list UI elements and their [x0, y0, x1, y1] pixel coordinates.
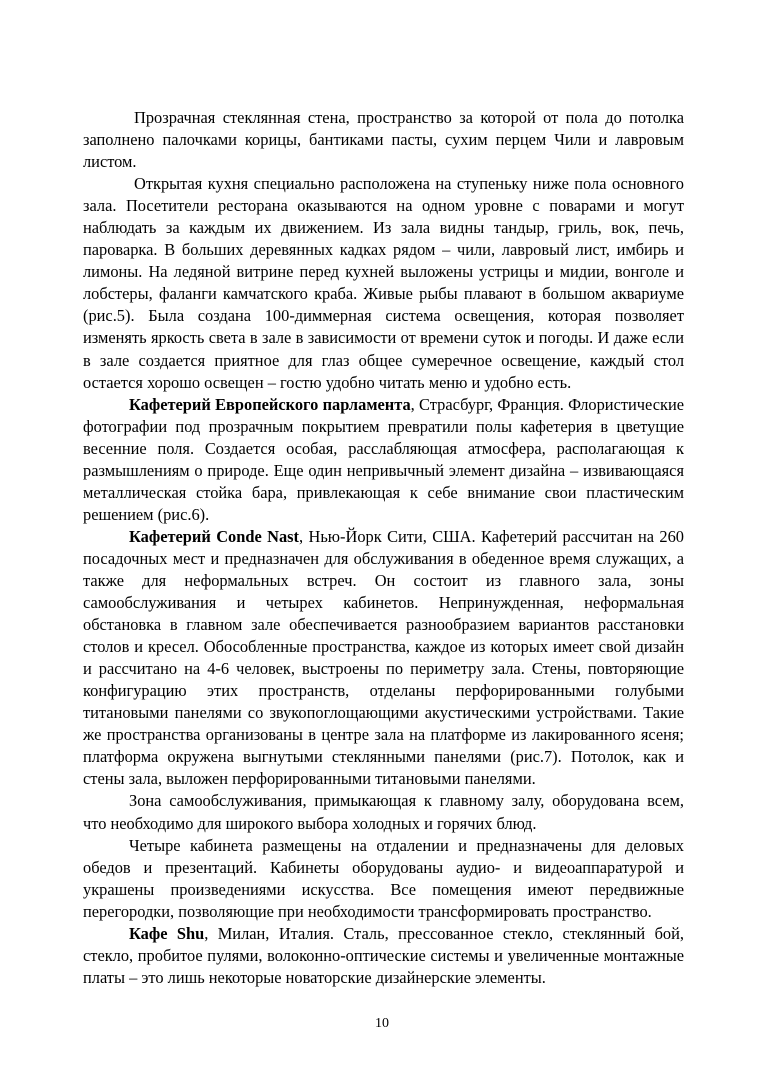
paragraph-text: , Страсбург, Франция. Флористические фотографии под прозрачным покрытием превратили полы кафетерия в цветущие весенние поля. Создается особая, расслабляющая атмосфера, располагающая к размышлениям о природе. Еще один непривычный элемент дизайна – извивающаяся металлическая стойка бара, привлекающая к себе внимание свои пластическим решением (рис.6). [83, 394, 684, 524]
paragraph-heading-bold: Кафетерий Conde Nast [129, 526, 299, 546]
paragraph-text: Открытая кухня специально расположена на ступеньку ниже пола основного зала. Посетители ресторана оказываются на одном уровне с поварами и могут наблюдать за каждым их движением. Из зала видны тандыр, гриль, вок, печь, пароварка. В больших деревянных кадках рядом – чили, лавровый лист, имбирь и лимоны. На ледяной витрине перед кухней выложены устрицы и мидии, вонголе и лобстеры, фаланги камчатского краба. Живые рыбы плавают в большом аквариуме (рис.5). Была создана 100-диммерная система освещения, которая позволяет изменять яркость света в зале в зависимости от времени суток и погоды. И даже если в зале создается приятное для глаз общее сумеречное освещение, каждый стол остается хорошо освещен – гостю удобно читать меню и удобно есть. [83, 174, 684, 392]
paragraph-text: , Милан, Италия. Сталь, прессованное стекло, стеклянный бой, стекло, пробитое пулями, волоконно-оптические системы и увеличенные монтажные платы – это лишь некоторые новаторские дизайнерские элементы. [83, 923, 684, 987]
paragraph-text: Четыре кабинета размещены на отдалении и предназначены для деловых обедов и презентаций. Кабинеты оборудованы аудио- и видеоаппаратурой и украшены произведениями искусства. Все помещения имеют передвижные перегородки, позволяющие при необходимости трансформировать пространство. [83, 835, 684, 921]
paragraph-cabinets [83, 835, 684, 923]
paragraph-conde-nast [83, 526, 684, 791]
paragraph-text: Зона самообслуживания, примыкающая к главному залу, оборудована всем, что необходимо для широкого выбора холодных и горячих блюд. [83, 791, 684, 833]
paragraph-heading-bold: Кафетерий Европейского парламента [129, 394, 411, 414]
paragraph-open-kitchen [83, 173, 684, 393]
paragraph-glass-wall [83, 107, 684, 173]
paragraph-european-parliament [83, 394, 684, 526]
paragraph-heading-bold: Кафе Shu [129, 923, 205, 943]
page-number: 10 [375, 1016, 389, 1031]
paragraph-text: Прозрачная стеклянная стена, пространство за которой от пола до потолка заполнено палочками корицы, бантиками пасты, сухим перцем Чили и лавровым листом. [83, 108, 684, 172]
paragraph-text: , Нью-Йорк Сити, США. Кафетерий рассчитан на 260 посадочных мест и предназначен для обслуживания в обеденное время служащих, а также для неформальных встреч. Он состоит из главного зала, зоны самообслуживания и четырех кабинетов. Непринужденная, неформальная обстановка в главном зале обеспечивается разнообразием вариантов расстановки столов и кресел. Обособленные пространства, каждое из которых имеет свой дизайн и рассчитано на 4-6 человек, выстроены по периметру зала. Стены, повторяющие конфигурацию этих пространств, отделаны перфорированными голубыми титановыми панелями со звукопоглощающими акустическими устройствами. Такие же пространства организованы в центре зала на платформе из лакированного ясеня; платформа окружена выгнутыми стеклянными панелями (рис.7). Потолок, как и стены зала, выложен перфорированными титановыми панелями. [83, 526, 684, 789]
paragraph-self-service [83, 790, 684, 834]
paragraph-cafe-shu [83, 923, 684, 989]
